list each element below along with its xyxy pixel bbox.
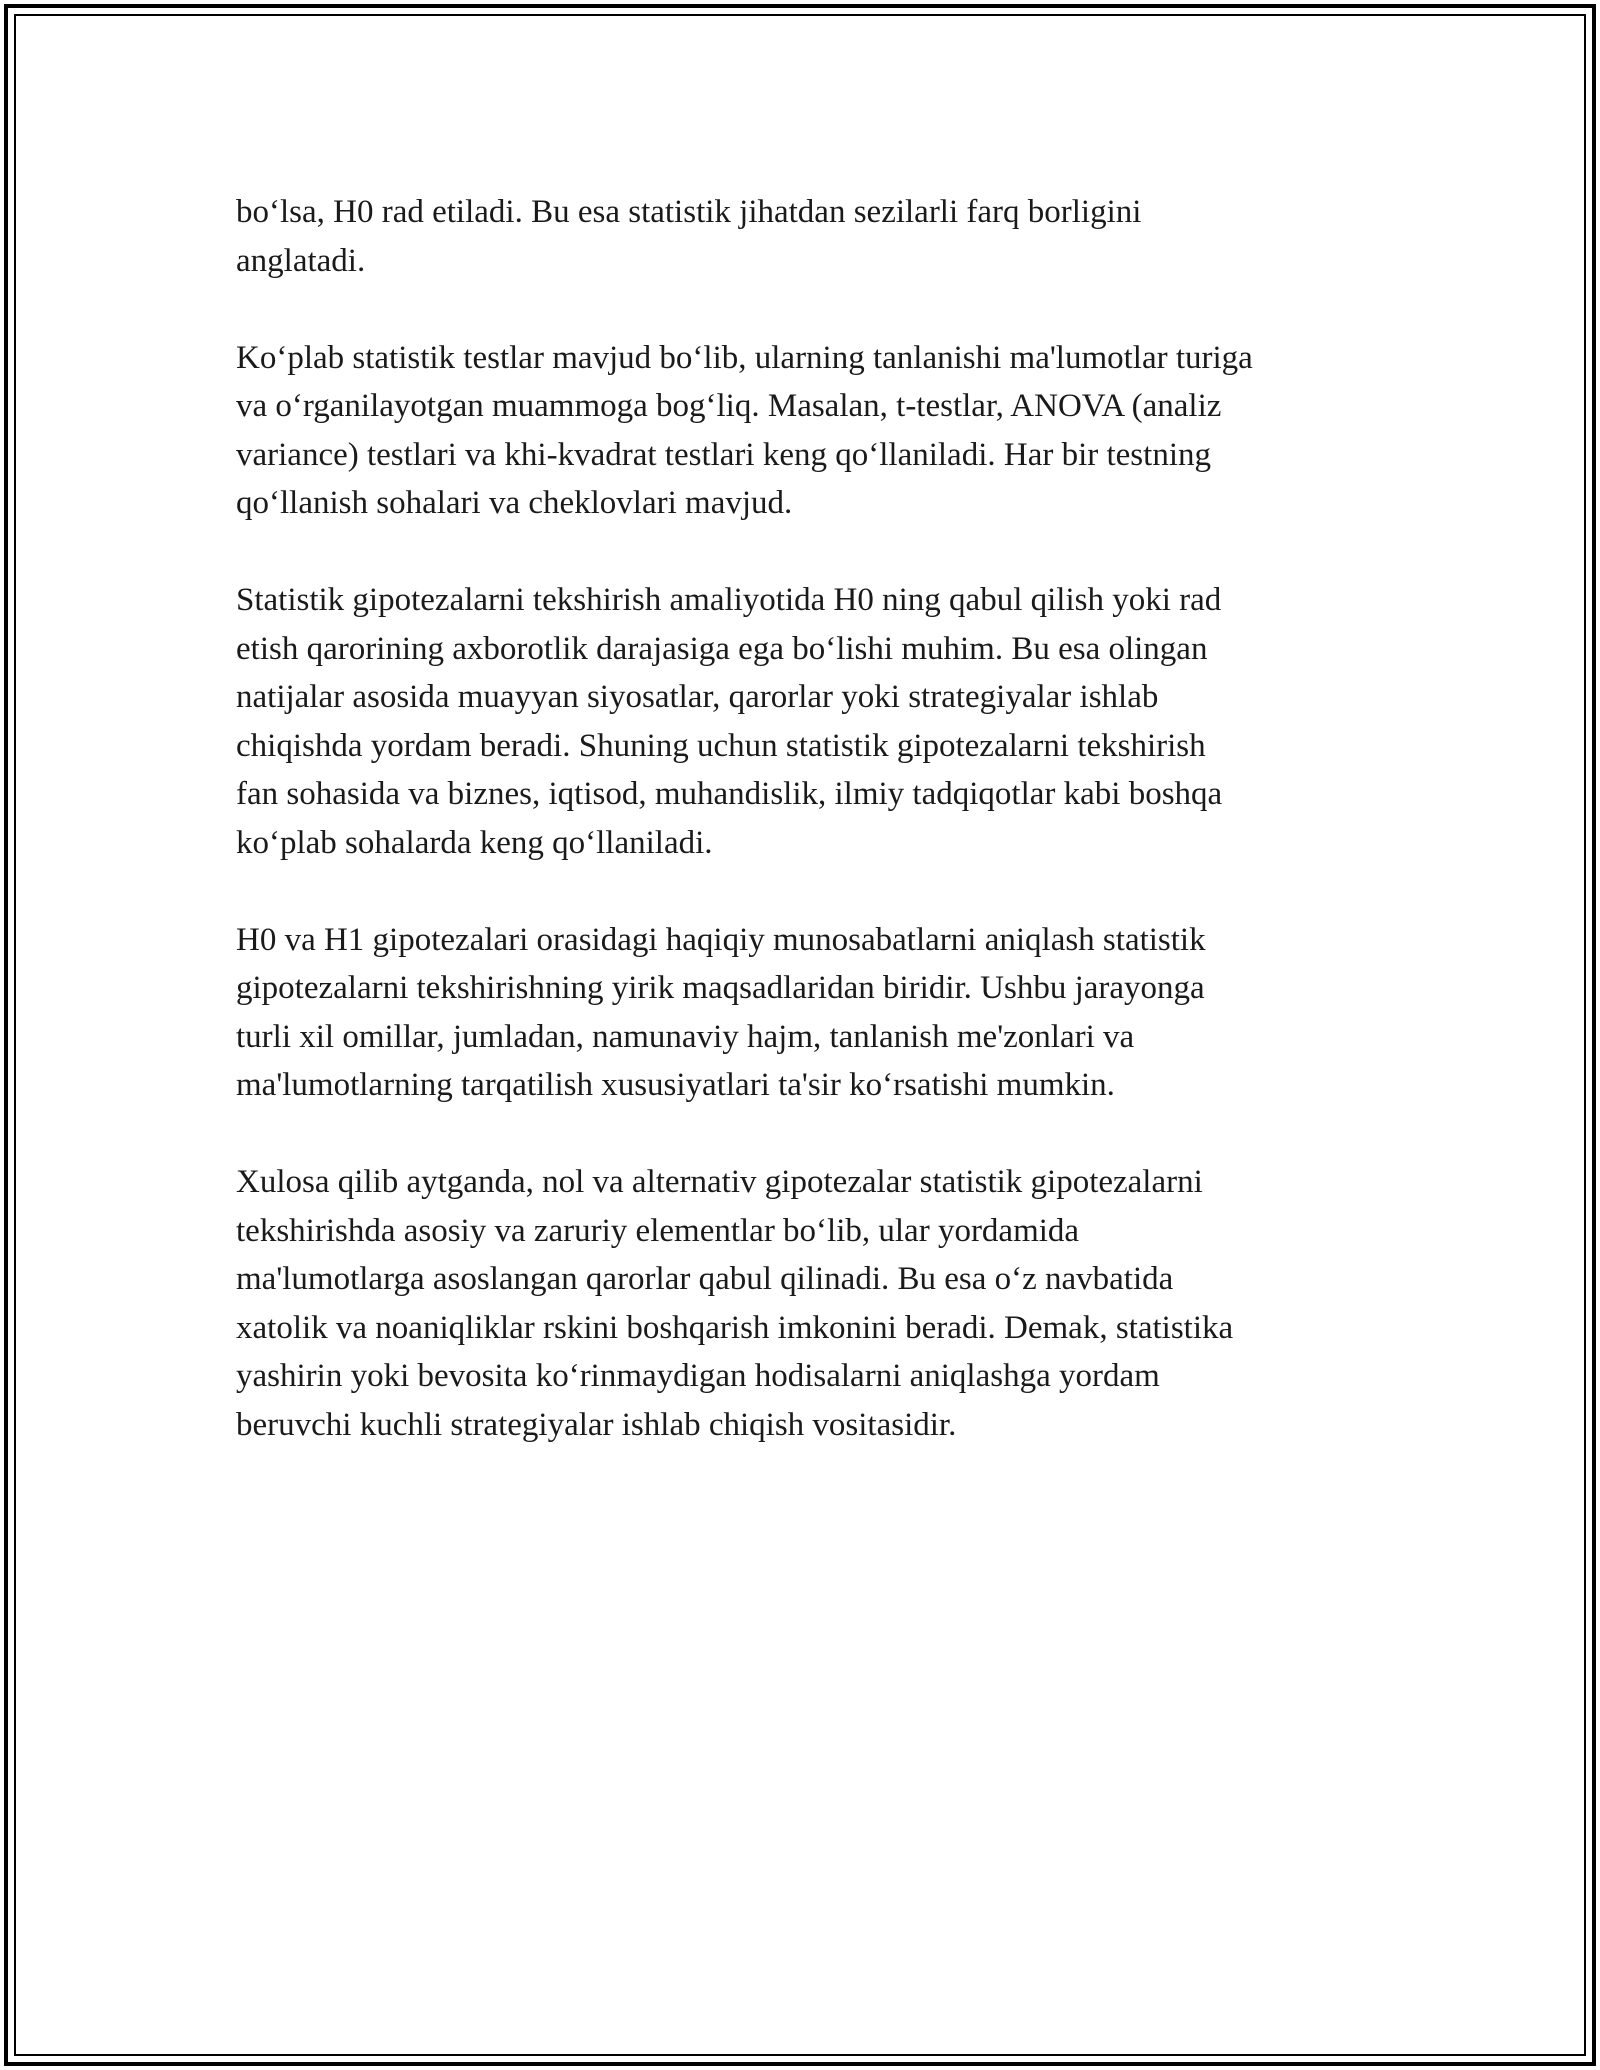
paragraph-4	[236, 916, 1386, 1110]
text-line: qo‘llanish sohalari va cheklovlari mavjud.	[236, 485, 793, 521]
text-line: etish qarorining axborotlik darajasiga ega bo‘lishi muhim. Bu esa olingan	[236, 630, 1208, 667]
text-line: tekshirishda asosiy va zaruriy elementlar bo‘lib, ular yordamida	[236, 1212, 1080, 1249]
text-line: Statistik gipotezalarni tekshirish amaliyotida H0 ning qabul qilish yoki rad	[236, 582, 1222, 618]
text-line: ko‘plab sohalarda keng qo‘llaniladi.	[236, 824, 713, 861]
paragraph-5	[236, 1158, 1386, 1449]
text-line: chiqishda yordam beradi. Shuning uchun statistik gipotezalarni tekshirish	[236, 727, 1206, 764]
text-line: yashirin yoki bevosita ko‘rinmaydigan hodisalarni aniqlashga yordam	[236, 1358, 1160, 1394]
text-line: ma'lumotlarning tarqatilish xususiyatlari ta'sir ko‘rsatishi mumkin.	[236, 1067, 1115, 1103]
paragraph-3	[236, 576, 1386, 867]
text-line: H0 va H1 gipotezalari orasidagi haqiqiy munosabatlarni aniqlash statistik	[236, 921, 1206, 958]
text-line: turli xil omillar, jumladan, namunaviy hajm, tanlanish me'zonlari va	[236, 1018, 1135, 1055]
text-line: natijalar asosida muayyan siyosatlar, qarorlar yoki strategiyalar ishlab	[236, 679, 1159, 715]
text-line: bo‘lsa, H0 rad etiladi. Bu esa statistik jihatdan sezilarli farq borligini	[236, 194, 1142, 230]
text-line: beruvchi kuchli strategiyalar ishlab chiqish vositasidir.	[236, 1406, 957, 1443]
text-line: anglatadi.	[236, 242, 366, 279]
text-line: xatolik va noaniqliklar rskini boshqarish imkonini beradi. Demak, statistika	[236, 1309, 1234, 1346]
text-line: va o‘rganilayotgan muammoga bog‘liq. Masalan, t-testlar, ANOVA (analiz	[236, 388, 1222, 424]
text-line: Xulosa qilib aytganda, nol va alternativ gipotezalar statistik gipotezalarni	[236, 1164, 1203, 1200]
document-body	[236, 188, 1386, 1498]
text-line: Ko‘plab statistik testlar mavjud bo‘lib, ularning tanlanishi ma'lumotlar turiga	[236, 339, 1253, 376]
text-line: fan sohasida va biznes, iqtisod, muhandislik, ilmiy tadqiqotlar kabi boshqa	[236, 776, 1223, 812]
text-line: gipotezalarni tekshirishning yirik maqsadlaridan biridir. Ushbu jarayonga	[236, 970, 1205, 1006]
text-line: variance) testlari va khi-kvadrat testlari keng qo‘llaniladi. Har bir testning	[236, 436, 1211, 473]
paragraph-1	[236, 188, 1386, 285]
text-line: ma'lumotlarga asoslangan qarorlar qabul qilinadi. Bu esa o‘z navbatida	[236, 1261, 1174, 1297]
paragraph-2	[236, 334, 1386, 528]
